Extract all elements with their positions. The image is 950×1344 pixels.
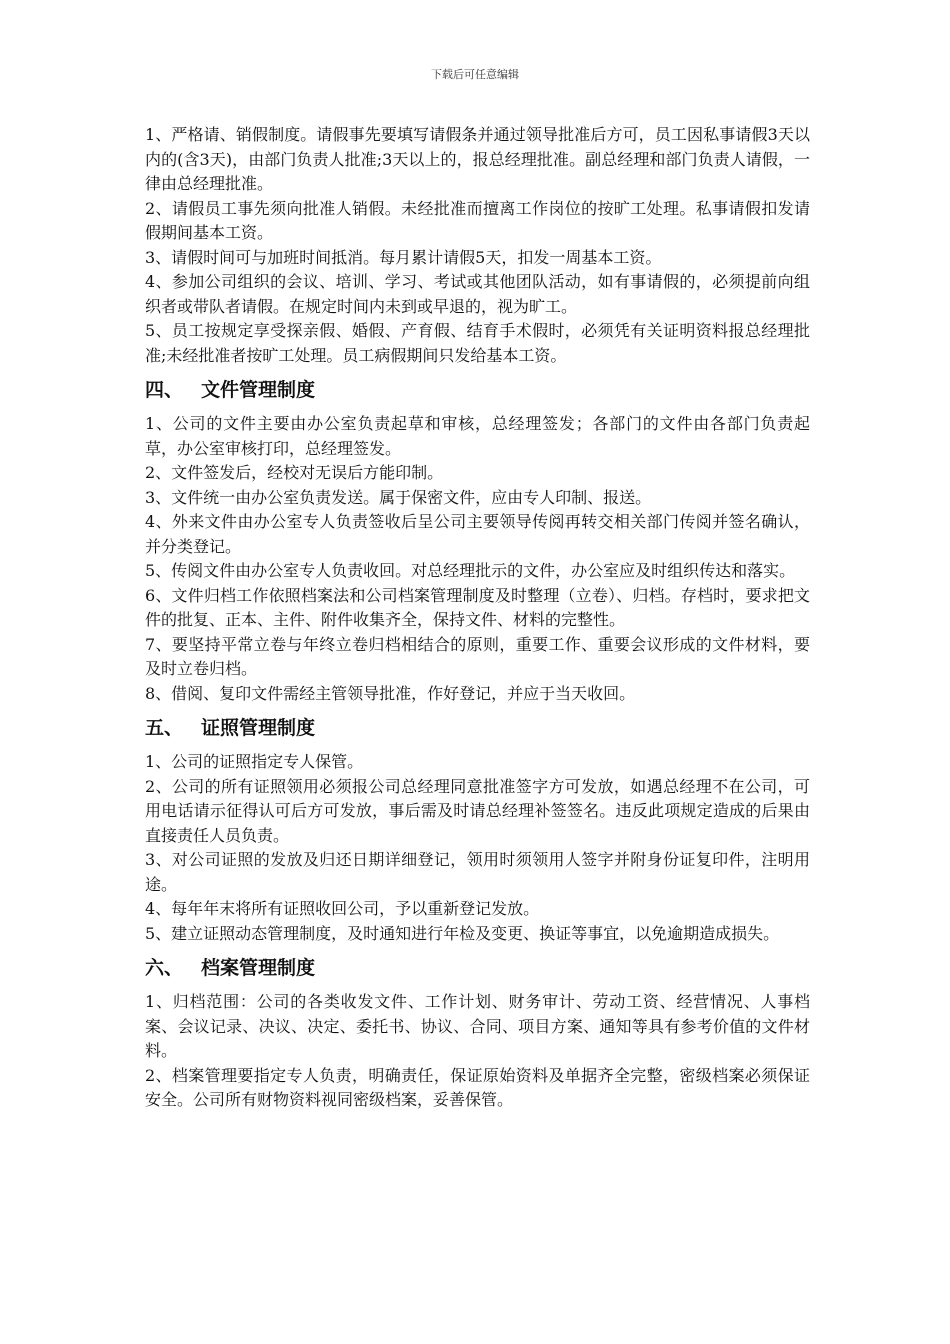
paragraph: 6、文件归档工作依照档案法和公司档案管理制度及时整理（立卷）、归档。存档时，要求把文件的批复、正本、主件、附件收集齐全，保持文件、材料的完整性。 — [145, 585, 810, 629]
section-number: 四、 — [145, 379, 184, 401]
section-heading — [145, 377, 810, 403]
section-heading — [145, 715, 810, 741]
section-leave — [145, 123, 810, 368]
paragraph: 2、档案管理要指定专人负责，明确责任，保证原始资料及单据齐全完整，密级档案必须保证安全。公司所有财物资料视同密级档案，妥善保管。 — [145, 1065, 810, 1109]
paragraph: 2、请假员工事先须向批准人销假。未经批准而擅离工作岗位的按旷工处理。私事请假扣发请假期间基本工资。 — [145, 198, 810, 242]
section-number: 五、 — [145, 717, 184, 739]
section-documents — [145, 377, 810, 706]
section-archives — [145, 955, 810, 1113]
section-licenses — [145, 715, 810, 946]
section-number: 六、 — [145, 957, 184, 979]
paragraph: 4、外来文件由办公室专人负责签收后呈公司主要领导传阅再转交相关部门传阅并签名确认，并分类登记。 — [145, 512, 810, 556]
paragraph: 3、对公司证照的发放及归还日期详细登记，领用时须领用人签字并附身份证复印件，注明用途。 — [145, 850, 810, 894]
paragraph: 3、文件统一由办公室负责发送。属于保密文件，应由专人印制、报送。 — [145, 487, 652, 507]
paragraph: 1、严格请、销假制度。请假事先要填写请假条并通过领导批准后方可，员工因私事请假3天以内的(含3天)，由部门负责人批准;3天以上的，报总经理批准。副总经理和部门负责人请假，一律由总经理批准。 — [145, 125, 810, 193]
paragraph: 4、每年年末将所有证照收回公司，予以重新登记发放。 — [145, 899, 540, 918]
paragraph: 3、请假时间可与加班时间抵消。每月累计请假5天，扣发一周基本工资。 — [145, 247, 662, 267]
paragraph: 1、公司的证照指定专人保管。 — [145, 752, 364, 771]
paragraph: 5、建立证照动态管理制度，及时通知进行年检及变更、换证等事宜，以免逾期造成损失。 — [145, 923, 780, 943]
section-title: 证照管理制度 — [201, 717, 316, 739]
paragraph: 2、公司的所有证照领用必须报公司总经理同意批准签字方可发放，如遇总经理不在公司，可用电话请示征得认可后方可发放，事后需及时请总经理补签签名。违反此项规定造成的后果由直接责任人员负责。 — [145, 776, 810, 845]
paragraph: 5、传阅文件由办公室专人负责收回。对总经理批示的文件，办公室应及时组织传达和落实。 — [145, 561, 796, 580]
section-title: 文件管理制度 — [201, 379, 316, 401]
paragraph: 8、借阅、复印文件需经主管领导批准，作好登记，并应于当天收回。 — [145, 683, 636, 703]
paragraph: 5、员工按规定享受探亲假、婚假、产育假、结育手术假时，必须凭有关证明资料报总经理批准;未经批准者按旷工处理。员工病假期间只发给基本工资。 — [145, 321, 810, 365]
page-header: 下载后可任意编辑 — [431, 68, 519, 81]
paragraph: 2、文件签发后，经校对无误后方能印制。 — [145, 463, 444, 482]
section-title: 档案管理制度 — [201, 957, 316, 979]
document-body — [145, 123, 810, 1113]
paragraph: 1、归档范围：公司的各类收发文件、工作计划、财务审计、劳动工资、经营情况、人事档案、会议记录、决议、决定、委托书、协议、合同、项目方案、通知等具有参考价值的文件材料。 — [145, 992, 810, 1060]
paragraph: 7、要坚持平常立卷与年终立卷归档相结合的原则，重要工作、重要会议形成的文件材料，要及时立卷归档。 — [145, 634, 810, 678]
paragraph: 1、公司的文件主要由办公室负责起草和审核，总经理签发；各部门的文件由各部门负责起草，办公室审核打印，总经理签发。 — [145, 414, 810, 458]
paragraph: 4、参加公司组织的会议、培训、学习、考试或其他团队活动，如有事请假的，必须提前向组织者或带队者请假。在规定时间内未到或早退的，视为旷工。 — [145, 272, 810, 316]
section-heading — [145, 955, 810, 981]
